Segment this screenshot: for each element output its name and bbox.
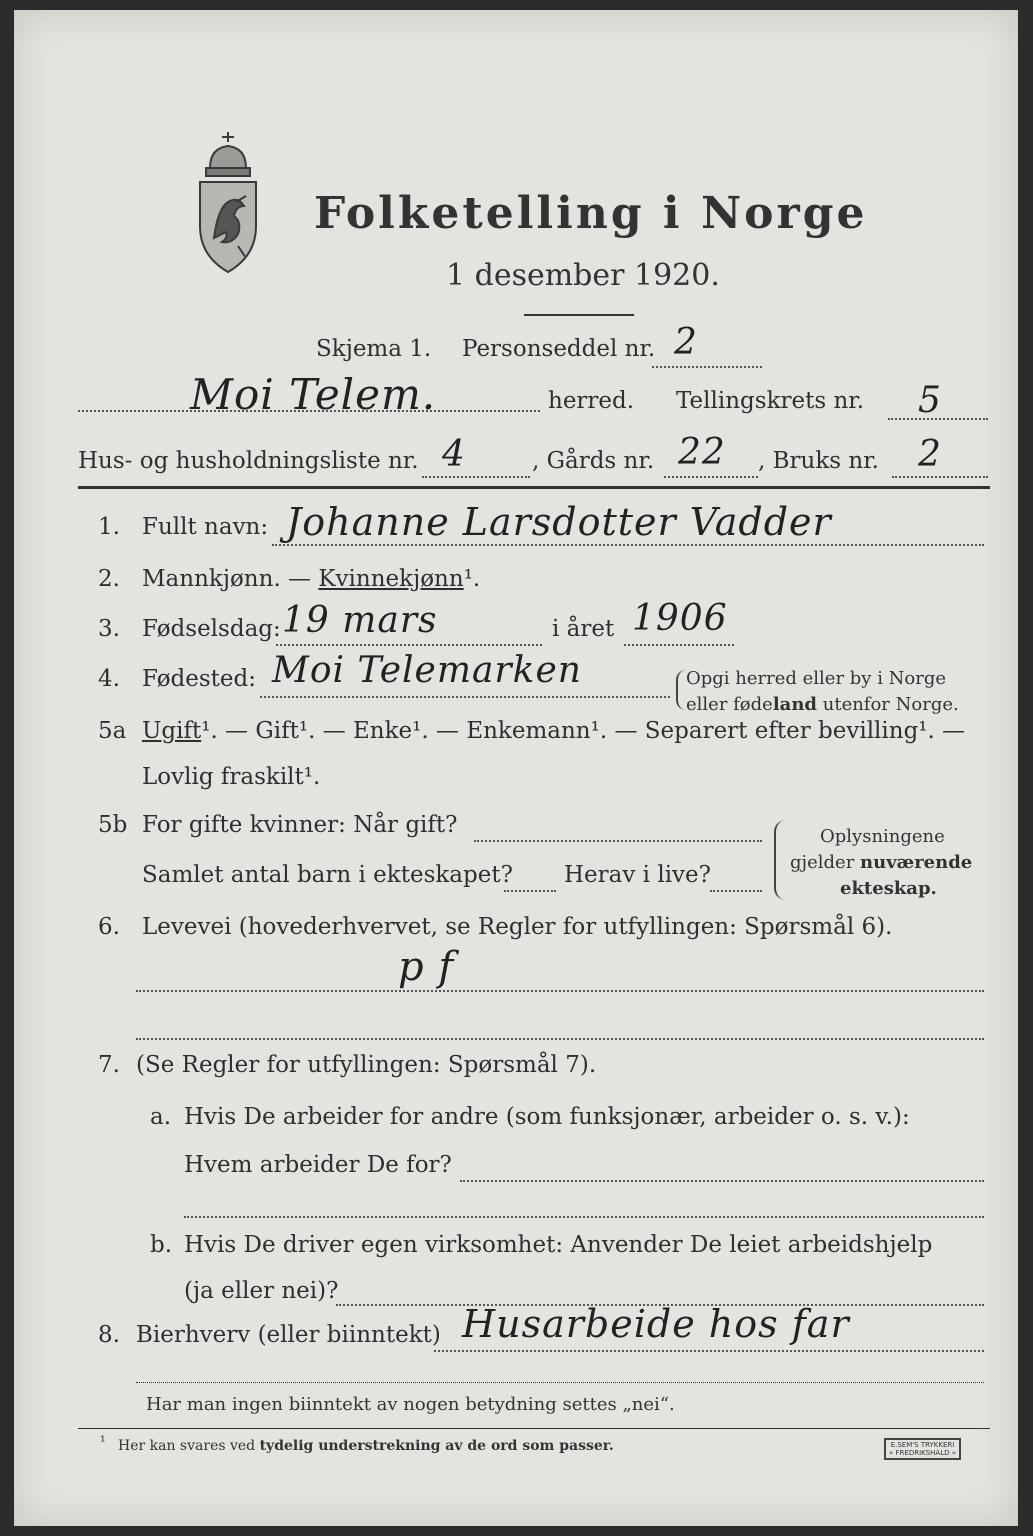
q3-label: Fødselsdag:	[142, 616, 281, 642]
q7-label: (Se Regler for utfyllingen: Spørsmål 7).	[136, 1052, 597, 1078]
q7-number: 7.	[98, 1052, 120, 1078]
q5b-number: 5b	[98, 812, 128, 838]
occupation-value[interactable]: p f	[398, 944, 455, 990]
q8-label: Bierhverv (eller biinntekt)	[136, 1322, 441, 1348]
q5b-married-when-label: For gifte kvinner: Når gift?	[142, 812, 458, 838]
divider	[524, 314, 634, 316]
marital-options-line2: Lovlig fraskilt¹.	[142, 764, 321, 790]
side-income-value[interactable]: Husarbeide hos far	[462, 1302, 850, 1346]
census-form-page	[14, 10, 1018, 1526]
ugift-option-selected[interactable]: Ugift	[142, 718, 202, 744]
income-note: Har man ingen biinntekt av nogen betydning settes „nei“.	[146, 1394, 675, 1415]
q3-number: 3.	[98, 616, 120, 642]
gards-value[interactable]: 22	[678, 432, 726, 473]
q7a-employer-label: Hvem arbeider De for?	[184, 1152, 452, 1178]
footnote: Her kan svares ved tydelig understrekning av de ord som passer.	[118, 1438, 614, 1454]
q7b-number: b.	[150, 1232, 173, 1258]
q5b-note-1: Oplysningene	[820, 826, 945, 847]
birthyear-value[interactable]: 1906	[632, 598, 728, 639]
skjema-label: Skjema 1.	[316, 336, 432, 362]
herred-value[interactable]: Moi Telem.	[190, 370, 437, 419]
hus-label: Hus- og husholdningsliste nr.	[78, 448, 419, 474]
form-title: Folketelling i Norge	[314, 188, 868, 239]
birthplace-note-1: Opgi herred eller by i Norge	[686, 668, 947, 689]
q5b-note-2: gjelder nuværende	[790, 852, 973, 873]
tellingskrets-value[interactable]: 5	[918, 380, 942, 421]
q7b-label: Hvis De driver egen virksomhet: Anvender De leiet arbeidshjelp	[184, 1232, 933, 1258]
herred-label: herred.	[548, 388, 635, 414]
birthplace-value[interactable]: Moi Telemarken	[272, 650, 582, 691]
year-label: i året	[552, 616, 615, 642]
gards-label: , Gårds nr.	[532, 448, 655, 474]
q5a-number: 5a	[98, 718, 127, 744]
q1-label: Fullt navn:	[142, 514, 269, 540]
personseddel-value[interactable]: 2	[674, 322, 698, 363]
q8-number: 8.	[98, 1322, 120, 1348]
q7b-label-2: (ja eller nei)?	[184, 1278, 339, 1304]
q7a-number: a.	[150, 1104, 172, 1130]
birthdate-value[interactable]: 19 mars	[282, 600, 438, 641]
female-option-selected[interactable]: Kvinnekjønn	[318, 566, 464, 592]
birthplace-note-2: eller fødeland utenfor Norge.	[686, 694, 959, 715]
bruks-label: , Bruks nr.	[758, 448, 879, 474]
footnote-mark: ¹	[100, 1434, 106, 1450]
q1-number: 1.	[98, 514, 120, 540]
marital-options: Ugift¹. — Gift¹. — Enke¹. — Enkemann¹. — Separert efter bevilling¹. —	[142, 718, 966, 744]
employer-field[interactable]	[460, 1180, 984, 1182]
q7a-label: Hvis De arbeider for andre (som funksjonær, arbeider o. s. v.):	[184, 1104, 910, 1130]
header-rule	[78, 486, 990, 489]
q6-label: Levevei (hovederhvervet, se Regler for utfyllingen: Spørsmål 6).	[142, 914, 893, 940]
q6-number: 6.	[98, 914, 120, 940]
q4-label: Fødested:	[142, 666, 257, 692]
q4-number: 4.	[98, 666, 120, 692]
personseddel-label: Personseddel nr.	[462, 336, 656, 362]
tellingskrets-label: Tellingskrets nr.	[676, 388, 865, 414]
male-option[interactable]: Mannkjønn	[142, 566, 274, 592]
hus-value[interactable]: 4	[442, 434, 466, 475]
bruks-value[interactable]: 2	[918, 434, 942, 475]
full-name-value[interactable]: Johanne Larsdotter Vadder	[286, 500, 832, 544]
gender-options: Mannkjønn. — Kvinnekjønn¹.	[142, 566, 481, 592]
form-date: 1 desember 1920.	[446, 258, 720, 293]
q5b-note-3: ekteskap.	[840, 878, 937, 899]
q5b-alive-label: Herav i live?	[564, 862, 711, 888]
q5b-children-label: Samlet antal barn i ekteskapet?	[142, 862, 513, 888]
q2-number: 2.	[98, 566, 120, 592]
printer-stamp: E.SEM'S TRYKKERI » FREDRIKSHALD «	[884, 1438, 961, 1460]
coat-of-arms-icon	[192, 128, 264, 278]
